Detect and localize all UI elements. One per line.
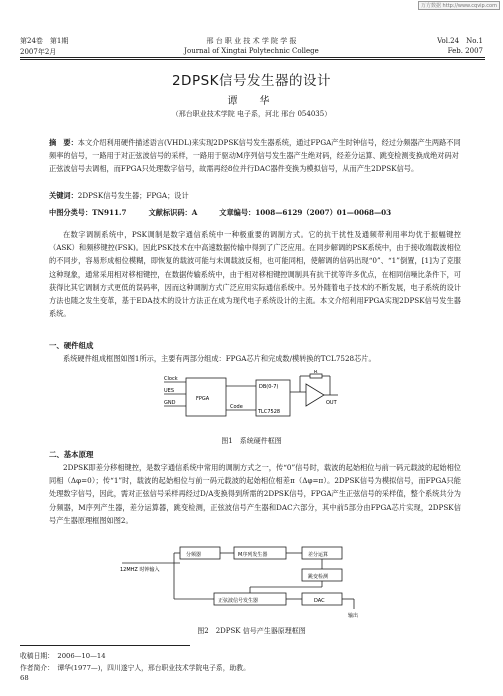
- fig1-fpga: FPGA: [196, 396, 210, 402]
- fig2-sine: 正弦波信号发生器: [218, 598, 259, 604]
- section-1-heading: 一、硬件组成: [49, 341, 94, 350]
- fig2-mseq: M序列发生器: [238, 552, 268, 558]
- fig1-gnd: GND: [164, 400, 176, 406]
- header-rule: [20, 57, 485, 58]
- figure-1-caption: 图1 系统硬件框图: [221, 437, 282, 445]
- fig1-db: DB(0-7): [259, 384, 279, 390]
- watermark: 万方数据 http://www.cqvip.com: [418, 1, 500, 10]
- figure-1-diagram: [160, 370, 360, 426]
- section-2-text: 2DPSK即差分移相键控，是数字通信系统中常用的调制方式之一，传“0”信号时，载波的起始相位与前一码元载波的起始相位同相（Δφ=0）；传“1”时，载波的起始相位与前一码元载波的起始相位相差π（Δφ=π）。2DPSK信号为模拟信号，而FPGA只能处理数字信号，因此，需对正弦信号采样再经过D/A变换得到所需的2DPSK信号，FPGA产生正弦信号的采样值，整个系统共分为分频器，M序列产生器，差分运算器，跳变检测，正弦波信号产生器和DAC六部分，其中前5部分由FPGA芯片实现，2DPSK信号产生器原理框图如图2。: [49, 463, 461, 525]
- figure-2-caption: 图2 2DPSK 信号产生器原理框图: [197, 627, 306, 635]
- op-amp-icon: [306, 384, 324, 406]
- keywords-text: 2DPSK信号发生器；FPGA；设计: [77, 191, 189, 200]
- journal-name-cn: 邢 台 职 业 技 术 学 院 学 报: [206, 37, 297, 45]
- fig1-ues: UES: [164, 388, 174, 394]
- article-number: 文章编号：1008—6129（2007）01—0068—03: [219, 208, 392, 217]
- abstract: [49, 136, 461, 175]
- footnote-rule: [20, 645, 190, 646]
- abstract-label: 摘 要：: [49, 138, 78, 147]
- fig1-clock: Clock: [164, 376, 178, 382]
- figure-2-diagram: [118, 543, 378, 621]
- fig2-clk-in: 12MHZ 时钟输入: [120, 567, 160, 573]
- keywords: [49, 191, 189, 201]
- section-2-heading: 二、基本原理: [49, 450, 94, 459]
- fig2-jump: 跳变检测: [308, 574, 329, 580]
- journal-name-en: Journal of Xingtai Polytechnic College: [184, 47, 319, 55]
- author-bio: 作者简介： 谭华(1977—)，四川遂宁人，邢台职业技术学院电子系，助教。: [20, 664, 250, 672]
- affiliation: （邢台职业技术学院 电子系，河北 邢台 054035）: [171, 110, 332, 118]
- received-date: 收稿日期： 2006—10—14: [20, 652, 106, 660]
- header-rule-thin: [20, 59, 485, 60]
- paper-title: 2DPSK信号发生器的设计: [171, 73, 332, 89]
- page-number: 68: [20, 674, 29, 682]
- fig2-divider: 分频器: [186, 552, 202, 558]
- header-date: 2007年2月: [20, 48, 57, 56]
- intro-paragraph: 在数字调制系统中，PSK调制是数字通信系统中一种极重要的调制方式。它的抗干扰性及通频带利用率均优于振幅键控（ASK）和频移键控(FSK)。因此PSK技术在中高速数据传输中得到了广泛应用。在同步解调的PSK系统中，由于接收端载波相位的不同步，容易形成相位模糊，即恢复的载波可能与未调载波反相，也可能同相，使解调的信码出现“0”、“1”倒置，[1]为了克服这种现象，通常采用相对移相键控，在数据传输系统中，由于相对移相键控调制具有抗干扰等许多优点，在相同信噪比条件下，可获得比其它调制方式更低的误码率，因而这种调制方式广泛应用实际通信系统中。另外随着电子技术的不断发展，电子系统的设计方法也随之发生变革，基于EDA技术的设计方法正在成为现代电子系统设计的主流。本文介绍利用FPGA实现2DPSK信号发生器系统。: [49, 230, 461, 319]
- header-vol-en: Vol.24 No.1: [437, 37, 483, 45]
- keywords-label: 关键词：: [49, 191, 78, 200]
- fig1-out: OUT: [326, 400, 337, 406]
- section-1-text: 系统硬件组成框图如图1所示，主要有两部分组成：FPGA芯片和完成数/模转换的TCL7528芯片。: [63, 354, 376, 363]
- classification-line: [49, 208, 469, 218]
- fig2-dac: DAC: [314, 598, 325, 604]
- fig1-code: Code: [230, 404, 243, 410]
- author-name: 谭 华: [227, 96, 276, 107]
- fig2-output: 输出: [348, 613, 359, 619]
- clc-number: 中图分类号：TN911.7: [49, 208, 127, 217]
- document-code: 文献标识码：A: [148, 208, 198, 217]
- abstract-text: 本文介绍利用硬件描述语言(VHDL)来实现2DPSK信号发生器系统，通过FPGA产生时钟信号，经过分频器产生两路不同频率的信号，一路用于对正弦波信号的采样，一路用于驱动M序列信号发生器产生绝对码，经差分运算、跳变检测变换成绝对码对正弦波信号去调相，而FPGA只处理数字信号，故需再经8位并行DAC器件变换为模拟信号，从而产生2DPSK信号。: [49, 138, 461, 173]
- header-date-en: Feb. 2007: [447, 47, 483, 55]
- fig2-diff: 差分运算: [308, 552, 329, 558]
- fig1-tlc: TLC7528: [258, 409, 281, 415]
- fig1-r: R: [314, 370, 318, 375]
- header-volume: 第24卷 第1期: [20, 37, 69, 45]
